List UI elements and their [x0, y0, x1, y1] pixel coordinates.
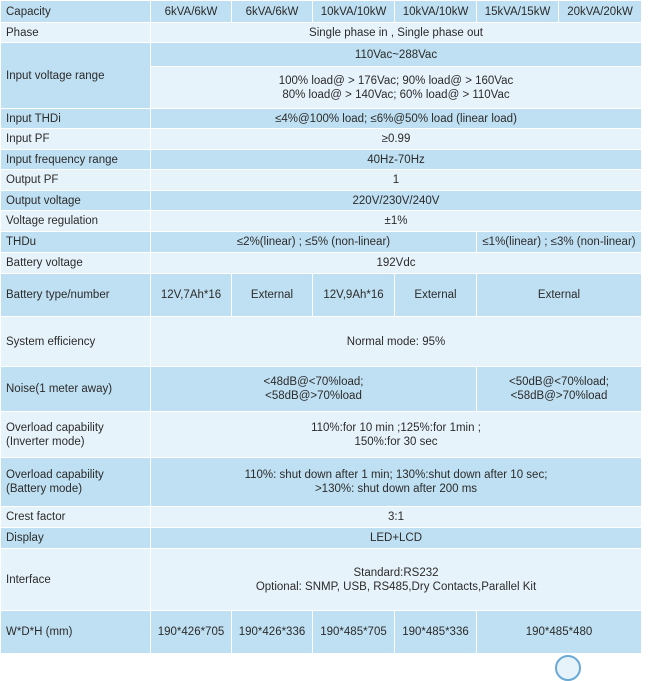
row-label: Noise(1 meter away)	[1, 367, 151, 412]
value-line: 110%: shut down after 1 min; 130%:shut down after 10 sec;	[244, 469, 548, 481]
row-output-voltage	[1, 191, 642, 211]
row-phase	[1, 23, 642, 43]
row-label: Input PF	[1, 129, 151, 150]
row-input-frequency	[1, 150, 642, 170]
noise-line: <58dB@>70%load	[265, 390, 362, 402]
crest-factor-value: 3:1	[151, 507, 642, 528]
noise-value-low-capacity	[151, 367, 477, 412]
capacity-value: 20kVA/20kW	[559, 1, 642, 23]
detail-line: 80% load@ > 140Vac; 60% load@ > 110Vac	[282, 88, 510, 101]
noise-line: <50dB@<70%load;	[509, 376, 609, 388]
battery-type-value: External	[477, 274, 642, 317]
row-label: Voltage regulation	[1, 211, 151, 232]
input-pf-value: ≥0.99	[151, 129, 642, 150]
row-label	[1, 412, 151, 458]
row-input-voltage-range	[1, 43, 642, 67]
capacity-value: 10kVA/10kW	[313, 1, 395, 23]
row-label: Input frequency range	[1, 150, 151, 170]
capacity-value: 6kVA/6kW	[151, 1, 232, 23]
overload-inverter-value	[151, 412, 642, 458]
row-label: Phase	[1, 23, 151, 43]
value-line: 150%:for 30 sec	[354, 435, 438, 448]
noise-line: <48dB@<70%load;	[263, 376, 364, 388]
input-voltage-load-detail	[151, 67, 642, 109]
row-label: Capacity	[1, 1, 151, 23]
dimensions-value: 190*485*480	[477, 611, 642, 654]
row-thdu	[1, 232, 642, 253]
row-label: Battery type/number	[1, 274, 151, 317]
row-noise	[1, 367, 642, 412]
row-display	[1, 528, 642, 549]
capacity-value: 10kVA/10kW	[395, 1, 477, 23]
row-input-pf	[1, 129, 642, 150]
row-label: Input voltage range	[1, 43, 151, 109]
input-thdi-value: ≤4%@100% load; ≤6%@50% load (linear load)	[151, 109, 642, 129]
phase-value: Single phase in , Single phase out	[151, 23, 642, 43]
dimensions-value: 190*485*336	[395, 611, 477, 654]
row-battery-type	[1, 274, 642, 317]
dimensions-value: 190*426*705	[151, 611, 232, 654]
input-frequency-value: 40Hz-70Hz	[151, 150, 642, 170]
label-line: (Inverter mode)	[6, 435, 85, 448]
capacity-value: 6kVA/6kW	[232, 1, 313, 23]
system-efficiency-value: Normal mode: 95%	[151, 317, 642, 367]
row-capacity	[1, 1, 642, 23]
row-label: Battery voltage	[1, 253, 151, 274]
label-line: (Battery mode)	[6, 483, 83, 495]
row-battery-voltage	[1, 253, 642, 274]
dimensions-value: 190*485*705	[313, 611, 395, 654]
row-label: W*D*H (mm)	[1, 611, 151, 654]
thdu-value-low-capacity: ≤2%(linear) ; ≤5% (non-linear)	[151, 232, 477, 253]
row-label: Output PF	[1, 170, 151, 191]
row-output-pf	[1, 170, 642, 191]
output-pf-value: 1	[151, 170, 642, 191]
row-label: Crest factor	[1, 507, 151, 528]
row-label	[1, 458, 151, 507]
battery-type-value: External	[395, 274, 477, 317]
row-label: Output voltage	[1, 191, 151, 211]
value-line: 110%:for 10 min ;125%:for 1min ;	[311, 421, 481, 434]
row-label: Input THDi	[1, 109, 151, 129]
row-input-thdi	[1, 109, 642, 129]
row-interface	[1, 549, 642, 611]
capacity-value: 15kVA/15kW	[477, 1, 559, 23]
row-overload-inverter	[1, 412, 642, 458]
thdu-value-high-capacity: ≤1%(linear) ; ≤3% (non-linear)	[477, 232, 642, 253]
value-line: Standard:RS232	[353, 566, 439, 579]
display-value: LED+LCD	[151, 528, 642, 549]
battery-voltage-value: 192Vdc	[151, 253, 642, 274]
label-line: Overload capability	[6, 421, 104, 434]
row-crest-factor	[1, 507, 642, 528]
battery-type-value: 12V,9Ah*16	[313, 274, 395, 317]
row-label: Interface	[1, 549, 151, 611]
row-dimensions	[1, 611, 642, 654]
interface-value	[151, 549, 642, 611]
label-line: Overload capability	[6, 469, 104, 481]
row-label: System efficiency	[1, 317, 151, 367]
row-system-efficiency	[1, 317, 642, 367]
corner-badge	[555, 655, 581, 681]
row-voltage-regulation	[1, 211, 642, 232]
dimensions-value: 190*426*336	[232, 611, 313, 654]
output-voltage-value: 220V/230V/240V	[151, 191, 642, 211]
input-voltage-value: 110Vac~288Vac	[151, 43, 642, 67]
overload-battery-value	[151, 458, 642, 507]
noise-value-high-capacity	[477, 367, 642, 412]
detail-line: 100% load@ > 176Vac; 90% load@ > 160Vac	[278, 74, 514, 87]
noise-line: <58dB@>70%load	[510, 390, 608, 402]
row-overload-battery	[1, 458, 642, 507]
row-label: Display	[1, 528, 151, 549]
battery-type-value: External	[232, 274, 313, 317]
value-line: Optional: SNMP, USB, RS485,Dry Contacts,Parallel Kit	[255, 580, 537, 593]
battery-type-value: 12V,7Ah*16	[151, 274, 232, 317]
voltage-regulation-value: ±1%	[151, 211, 642, 232]
value-line: >130%: shut down after 200 ms	[314, 483, 478, 495]
row-label: THDu	[1, 232, 151, 253]
